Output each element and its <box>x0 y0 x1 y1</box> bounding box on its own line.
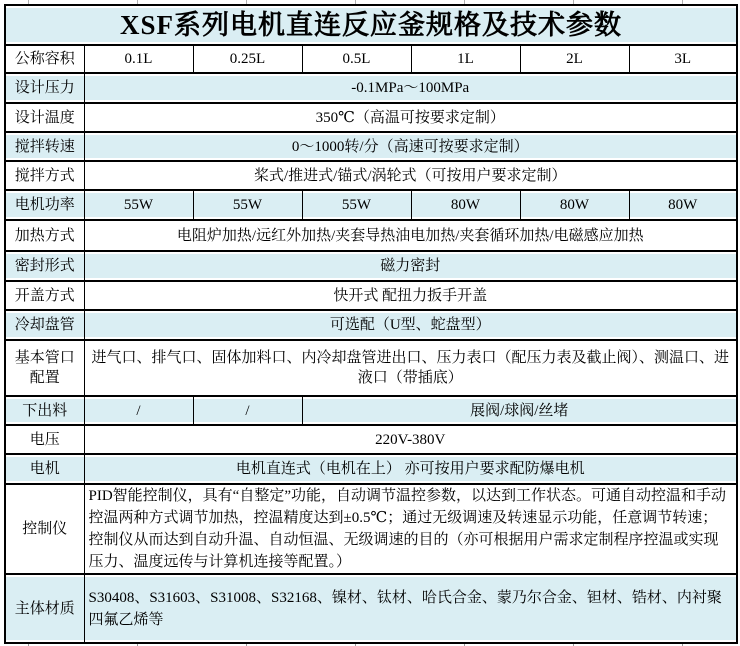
table-row-ports <box>5 340 737 396</box>
value-cell: PID智能控制仪，具有“自整定”功能，自动调节温控参数，以达到工作状态。可通自动控温和手动控温两种方式调节加热，控温精度达到±0.5℃；通过无级调速及转速显示功能，任意调节转速；控制仪从而达到自动升温、自动恒温、无级调速的目的（亦可根据用户需求定制程序控温或实现压力、温度远传与计算机连接等配置。） <box>84 484 737 574</box>
row-label: 设计压力 <box>5 73 84 103</box>
value-cell: 展阀/球阀/丝堵 <box>302 396 737 425</box>
value-cell: / <box>193 396 302 425</box>
value-cell: 0.5L <box>302 45 411 73</box>
row-label: 开盖方式 <box>5 281 84 310</box>
row-label: 电机 <box>5 454 84 484</box>
value-cell: 55W <box>302 190 411 220</box>
row-label: 下出料 <box>5 396 84 425</box>
table-row-material <box>5 574 737 643</box>
value-cell: 2L <box>520 45 629 73</box>
value-cell: -0.1MPa～100MPa <box>84 73 737 103</box>
value-cell: 3L <box>629 45 737 73</box>
value-cell: 350℃（高温可按要求定制） <box>84 103 737 132</box>
row-label: 密封形式 <box>5 251 84 281</box>
table-row-heating <box>5 220 737 251</box>
value-cell: 快开式 配扭力扳手开盖 <box>84 281 737 310</box>
table-row-seal <box>5 251 737 281</box>
table-title-row <box>5 5 737 45</box>
value-cell: 55W <box>193 190 302 220</box>
table-row-speed <box>5 132 737 161</box>
value-cell: 55W <box>84 190 193 220</box>
spec-table <box>4 4 738 644</box>
value-cell: 桨式/推进式/锚式/涡轮式（可按用户要求定制） <box>84 161 737 190</box>
table-row-motor-power <box>5 190 737 220</box>
row-label: 主体材质 <box>5 574 84 643</box>
value-cell: 0～1000转/分（高速可按要求定制） <box>84 132 737 161</box>
value-cell: 1L <box>411 45 520 73</box>
row-label: 搅拌转速 <box>5 132 84 161</box>
table-row-bottom-discharge <box>5 396 737 425</box>
row-label: 控制仪 <box>5 484 84 574</box>
row-label: 电机功率 <box>5 190 84 220</box>
table-row-stir-type <box>5 161 737 190</box>
page-title: XSF系列电机直连反应釜规格及技术参数 <box>5 5 737 45</box>
value-cell: S30408、S31603、S31008、S32168、镍材、钛材、哈氏合金、蒙乃尔合金、钽材、锆材、内衬聚四氟乙烯等 <box>84 574 737 643</box>
table-row-pressure <box>5 73 737 103</box>
value-cell: 进气口、排气口、固体加料口、内冷却盘管进出口、压力表口（配压力表及截止阀）、测温口、进液口（带插底） <box>84 340 737 396</box>
value-cell: 220V-380V <box>84 425 737 454</box>
value-cell: / <box>84 396 193 425</box>
value-cell: 磁力密封 <box>84 251 737 281</box>
value-cell: 80W <box>411 190 520 220</box>
row-label: 设计温度 <box>5 103 84 132</box>
value-cell: 80W <box>629 190 737 220</box>
table-row-temperature <box>5 103 737 132</box>
value-cell: 80W <box>520 190 629 220</box>
value-cell: 0.25L <box>193 45 302 73</box>
value-cell: 电阻炉加热/远红外加热/夹套导热油电加热/夹套循环加热/电磁感应加热 <box>84 220 737 251</box>
row-label: 公称容积 <box>5 45 84 73</box>
row-label: 冷却盘管 <box>5 310 84 340</box>
row-label: 基本管口配置 <box>5 340 84 396</box>
table-row-voltage <box>5 425 737 454</box>
value-cell: 电机直连式（电机在上） 亦可按用户要求配防爆电机 <box>84 454 737 484</box>
table-row-motor <box>5 454 737 484</box>
table-row-opening <box>5 281 737 310</box>
value-cell: 0.1L <box>84 45 193 73</box>
table-row-cooling-coil <box>5 310 737 340</box>
table-row-controller <box>5 484 737 574</box>
row-label: 搅拌方式 <box>5 161 84 190</box>
table-row-volume <box>5 45 737 73</box>
row-label: 电压 <box>5 425 84 454</box>
value-cell: 可选配（U型、蛇盘型） <box>84 310 737 340</box>
row-label: 加热方式 <box>5 220 84 251</box>
